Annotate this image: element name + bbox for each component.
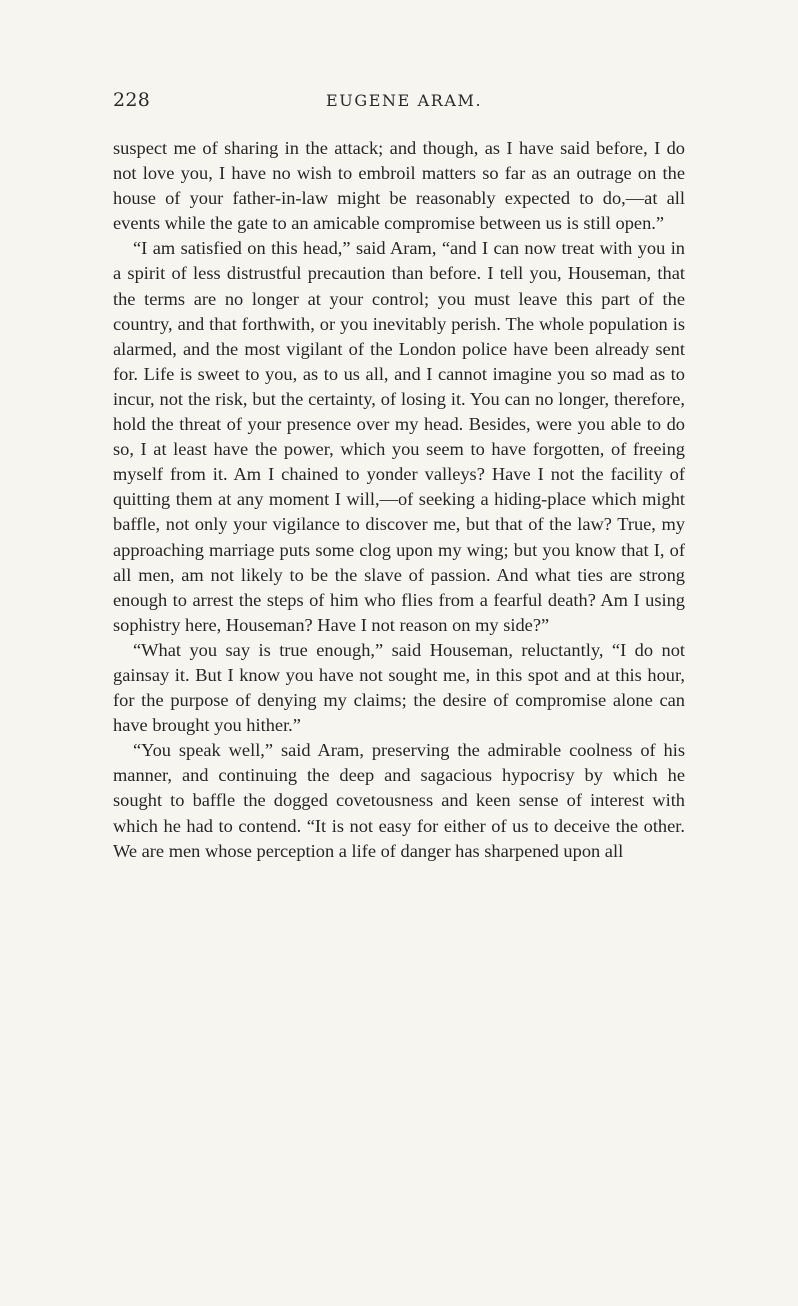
paragraph-continuation: suspect me of sharing in the attack; and though, as I have said before, I do not love you, I have no wish to embroil matters so far as an outrage on the house of your father-in-law might be reasonably expected to do,—at all events while the gate to an amicable compromise between us is still open.” — [113, 138, 685, 234]
body-text — [113, 136, 685, 864]
paragraph-aram-satisfied: “I am satisfied on this head,” said Aram, “and I can now treat with you in a spirit of less distrustful precaution than before. I tell you, Houseman, that the terms are no longer at your control; you must leave this part of the country, and that forthwith, or you inevitably perish. The whole population is alarmed, and the most vigilant of the London police have been already sent for. Life is sweet to you, as to us all, and I cannot imagine you so mad as to incur, not the risk, but the certainty, of losing it. You can no longer, therefore, hold the threat of your presence over my head. Besides, were you able to do so, I at least have the power, which you seem to have forgotten, of freeing myself from it. Am I chained to yonder valleys? Have I not the facility of quitting them at any moment I will,—of seeking a hiding-place which might baffle, not only your vigilance to discover me, but that of the law? True, my approaching marriage puts some clog upon my wing; but you know that I, of all men, am not likely to be the slave of passion. And what ties are strong enough to arrest the steps of him who flies from a fearful death? Am I using sophistry here, Houseman? Have I not reason on my side?” — [113, 238, 685, 635]
page-number: 228 — [113, 89, 151, 111]
paragraph-aram-speaks: “You speak well,” said Aram, preserving the admirable coolness of his manner, and continuing the deep and sagacious hypocrisy by which he sought to baffle the dogged covetousness and keen sense of interest with which he had to contend. “It is not easy for either of us to deceive the other. We are men whose perception a life of danger has sharpened upon all — [113, 740, 685, 861]
page-header — [113, 89, 685, 113]
paragraph-houseman-reply: “What you say is true enough,” said Houseman, reluctantly, “I do not gainsay it. But I know you have not sought me, in this spot and at this hour, for the purpose of denying my claims; the desire of compromise alone can have brought you hither.” — [113, 639, 685, 736]
running-title: EUGENE ARAM. — [326, 91, 483, 110]
